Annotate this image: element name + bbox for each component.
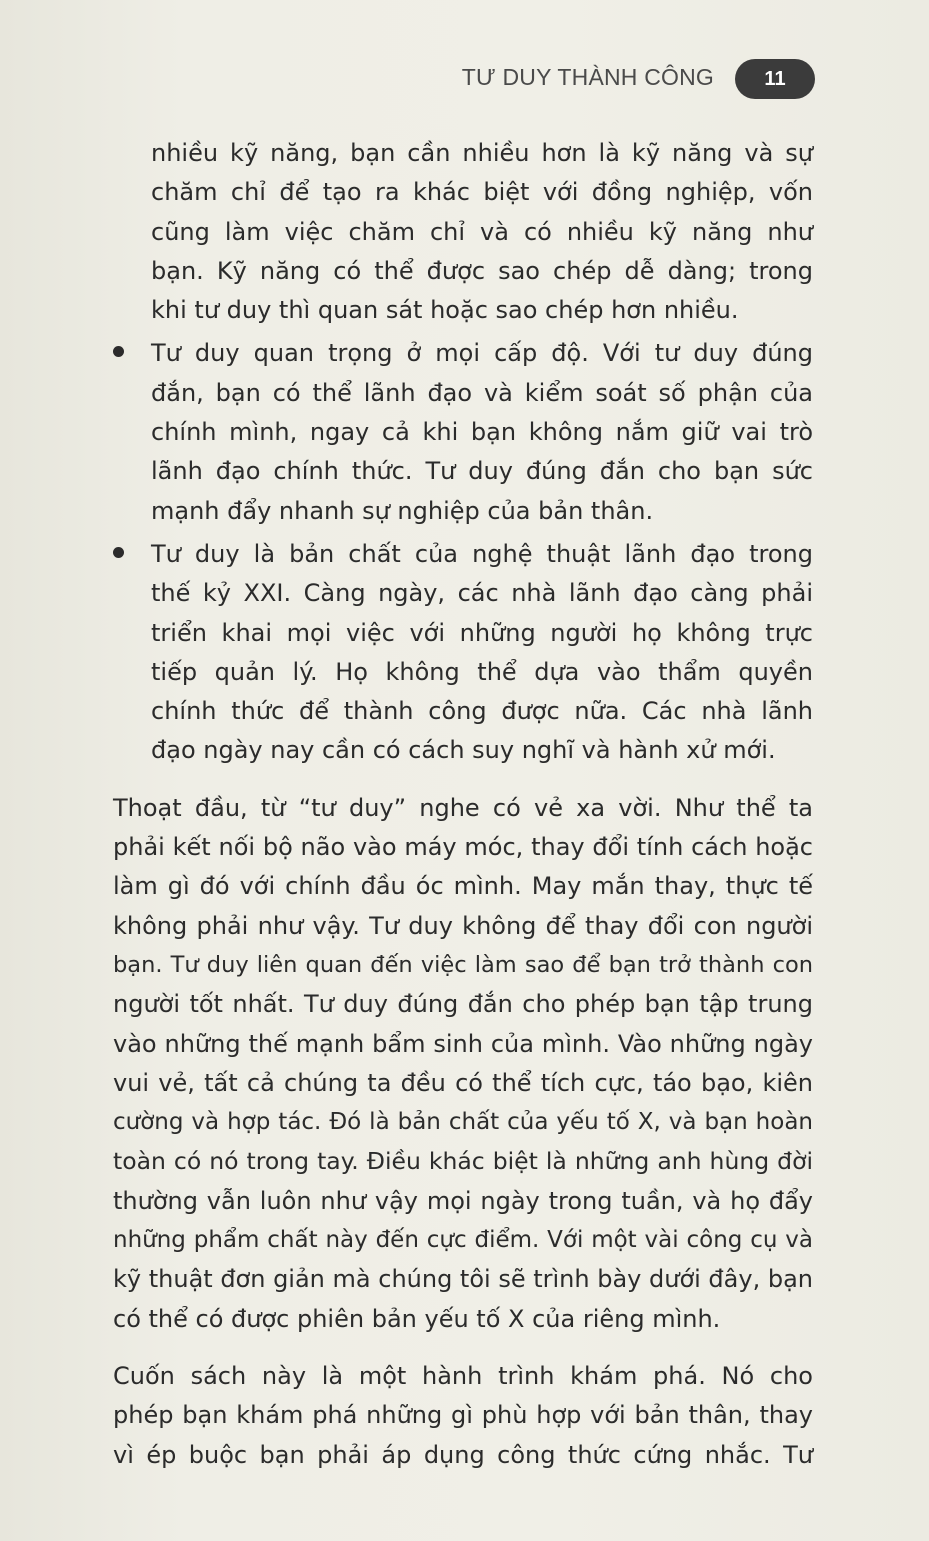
bullet-icon bbox=[113, 346, 124, 357]
text-line: mạnh đẩy nhanh sự nghiệp của bản thân. bbox=[151, 496, 654, 525]
bullet-icon bbox=[113, 547, 124, 558]
text-line: vào những thế mạnh bẩm sinh của mình. Vào những ngày bbox=[113, 1029, 813, 1058]
text-line: chính thức để thành công được nữa. Các nhà lãnh bbox=[151, 697, 813, 726]
text-line: Tư duy quan trọng ở mọi cấp độ. Với tư duy đúng bbox=[151, 339, 813, 368]
page-number-badge: 11 bbox=[735, 59, 815, 99]
paragraph bbox=[113, 789, 813, 1339]
text-line: chính mình, ngay cả khi bạn không nắm giữ vai trò bbox=[151, 418, 813, 447]
text-line: vui vẻ, tất cả chúng ta đều có thể tích cực, táo bạo, kiên bbox=[113, 1068, 813, 1097]
bullet-item bbox=[113, 334, 813, 530]
text-line: đạo ngày nay cần có cách suy nghĩ và hành xử mới. bbox=[151, 736, 776, 765]
text-line: tiếp quản lý. Họ không thể dựa vào thẩm quyền bbox=[151, 657, 813, 686]
text-line: không phải như vậy. Tư duy không để thay đổi con người bbox=[113, 911, 813, 940]
text-line: Thoạt đầu, từ “tư duy” nghe có vẻ xa vời. Như thể ta bbox=[113, 793, 813, 822]
text-line: Cuốn sách này là một hành trình khám phá. Nó cho bbox=[113, 1361, 813, 1390]
text-line: kỹ thuật đơn giản mà chúng tôi sẽ trình bày dưới đây, bạn bbox=[113, 1265, 813, 1294]
text-line: lãnh đạo chính thức. Tư duy đúng đắn cho bạn sức bbox=[151, 457, 813, 486]
bullet-item bbox=[113, 535, 813, 771]
continuation-paragraph bbox=[113, 134, 813, 330]
text-line: cũng làm việc chăm chỉ và có nhiều kỹ năng như bbox=[151, 217, 813, 246]
text-line: khi tư duy thì quan sát hoặc sao chép hơn nhiều. bbox=[151, 296, 739, 325]
text-line: đắn, bạn có thể lãnh đạo và kiểm soát số phận của bbox=[151, 378, 813, 407]
text-line: những phẩm chất này đến cực điểm. Với một vài công cụ và bbox=[113, 1227, 813, 1254]
text-line: phép bạn khám phá những gì phù hợp với bản thân, thay bbox=[113, 1401, 813, 1430]
text-line: phải kết nối bộ não vào máy móc, thay đổi tính cách hoặc bbox=[113, 833, 813, 862]
text-line: thường vẫn luôn như vậy mọi ngày trong tuần, và họ đẩy bbox=[113, 1186, 813, 1215]
text-line: toàn có nó trong tay. Điều khác biệt là những anh hùng đời bbox=[113, 1147, 813, 1176]
text-line: có thể có được phiên bản yếu tố X của riêng mình. bbox=[113, 1304, 721, 1333]
text-line: triển khai mọi việc với những người họ không trực bbox=[151, 618, 813, 647]
body-text bbox=[113, 134, 813, 1475]
running-header-title: TƯ DUY THÀNH CÔNG bbox=[461, 64, 714, 90]
text-line: bạn. Kỹ năng có thể được sao chép dễ dàng; trong bbox=[151, 256, 813, 285]
text-line: bạn. Tư duy liên quan đến việc làm sao để bạn trở thành con bbox=[113, 951, 813, 978]
text-line: vì ép buộc bạn phải áp dụng công thức cứng nhắc. Tư bbox=[113, 1440, 813, 1469]
text-line: chăm chỉ để tạo ra khác biệt với đồng nghiệp, vốn bbox=[151, 178, 813, 207]
text-line: thế kỷ XXI. Càng ngày, các nhà lãnh đạo càng phải bbox=[151, 579, 813, 608]
paragraph bbox=[113, 1357, 813, 1475]
text-line: người tốt nhất. Tư duy đúng đắn cho phép bạn tập trung bbox=[113, 990, 813, 1019]
text-line: nhiều kỹ năng, bạn cần nhiều hơn là kỹ năng và sự bbox=[151, 139, 813, 167]
text-line: làm gì đó với chính đầu óc mình. May mắn thay, thực tế bbox=[113, 872, 813, 901]
text-line: cường và hợp tác. Đó là bản chất của yếu tố X, và bạn hoàn bbox=[113, 1109, 813, 1136]
text-line: Tư duy là bản chất của nghệ thuật lãnh đạo trong bbox=[151, 539, 813, 568]
